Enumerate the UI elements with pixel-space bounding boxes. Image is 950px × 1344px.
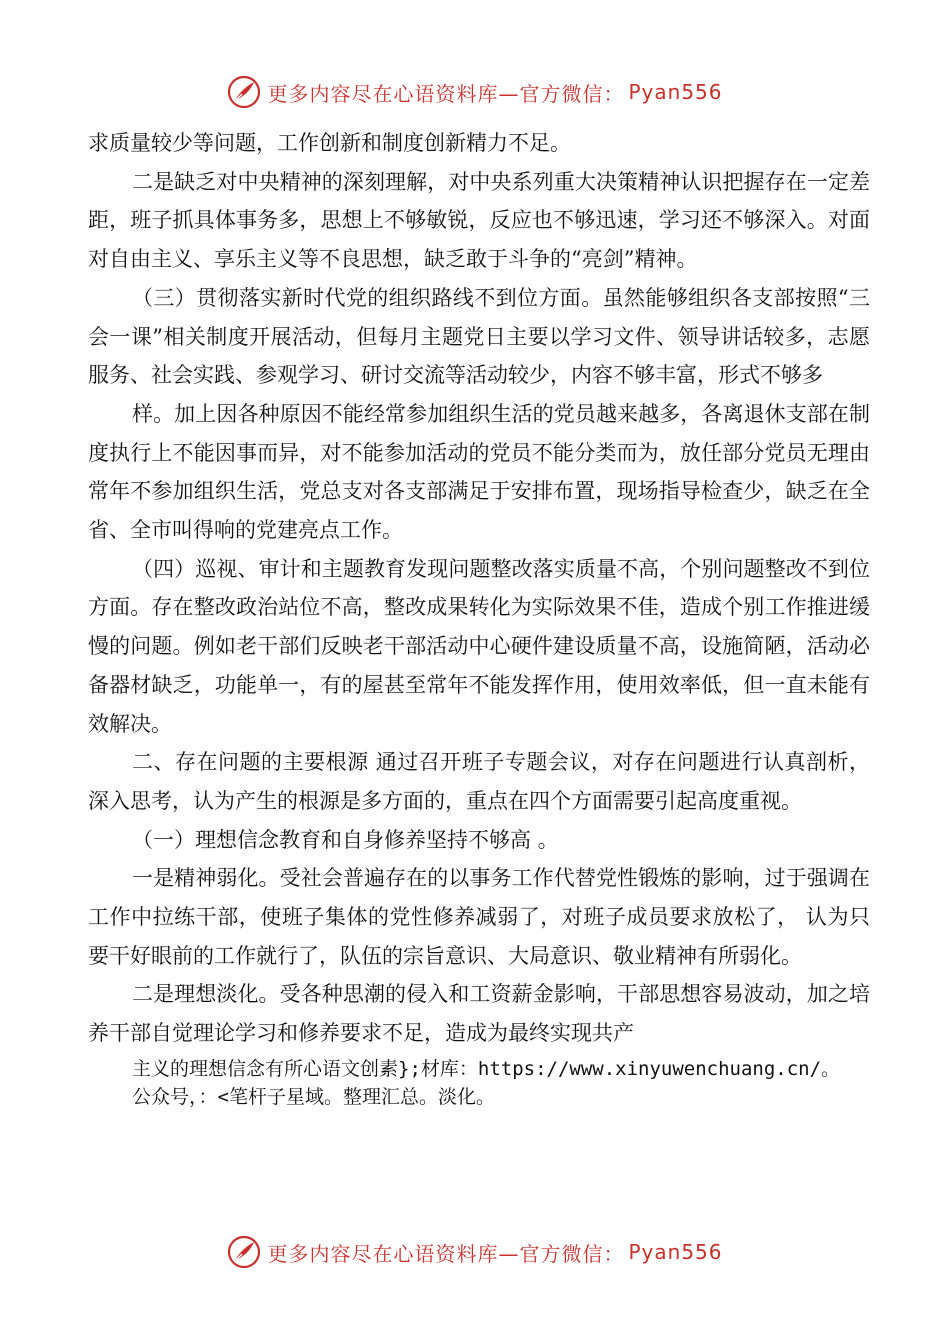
document-body (88, 124, 870, 1111)
source-note-line-2: 公众号，：<笔杆子星域。整理汇总。淡化。 (132, 1085, 495, 1108)
wechat-id: Pyan556 (628, 1240, 723, 1264)
paragraph: 一是精神弱化。受社会普遍存在的以事务工作代替党性锻炼的影响，过于强调在工作中拉练干部，使班子集体的党性修养减弱了，对班子成员要求放松了， 认为只要干好眼前的工作就行了，队伍的宗旨意识、大局意识、敬业精神有所弱化。 (88, 866, 870, 968)
source-note (88, 1055, 870, 1111)
header-banner (0, 72, 950, 112)
paragraph: 二是缺乏对中央精神的深刻理解，对中央系列重大决策精神认识把握存在一定差距，班子抓具体事务多，思想上不够敏锐，反应也不够迅速，学习还不够深入。对面对自由主义、享乐主义等不良思想，缺乏敢于斗争的“亮剑”精神。 (88, 169, 870, 272)
paragraph: （四）巡视、审计和主题教育发现问题整改落实质量不高，个别问题整改不到位方面。存在整改政治站位不高，整改成果转化为实际效果不佳，造成个别工作推进缓慢的问题。例如老干部们反映老干部活动中心硬件建设质量不高，设施简陋，活动必备器材缺乏，功能单一，有的屋甚至常年不能发挥作用，使用效率低，但一直未能有效解决。 (88, 556, 870, 736)
subsection-heading: （一）理想信念教育和自身修养坚持不够高 。 (132, 827, 559, 852)
paragraph: （三）贯彻落实新时代党的组织路线不到位方面。虽然能够组织各支部按照“三会一课”相关制度开展活动，但每月主题党日主要以学习文件、领导讲话较多，志愿服务、社会实践、参观学习、研讨交流等活动较少，内容不够丰富，形式不够多 (88, 285, 870, 388)
paragraph: 求质量较少等问题，工作创新和制度创新精力不足。 (88, 131, 571, 155)
footer-banner (0, 1232, 950, 1272)
paragraph: 样。加上因各种原因不能经常参加组织生活的党员越来越多，各离退休支部在制度执行上不能因事而异，对不能参加活动的党员不能分类而为，放任部分党员无理由常年不参加组织生活，党总支对各支部满足于安排布置，现场指导检查少，缺乏在全省、全市叫得响的党建亮点工作。 (88, 401, 870, 543)
banner-text: 更多内容尽在心语资料库—官方微信： (267, 81, 625, 106)
section-heading: 二、存在问题的主要根源 通过召开班子专题会议，对存在问题进行认真剖析，深入思考，认为产生的根源是多方面的，重点在四个方面需要引起高度重视。 (88, 750, 870, 813)
paragraph: 二是理想淡化。受各种思潮的侵入和工资薪金影响，干部思想容易波动，加之培养干部自觉理论学习和修养要求不足，造成为最终实现共产 (88, 982, 870, 1046)
quill-logo-icon (227, 1235, 261, 1269)
banner-text: 更多内容尽在心语资料库—官方微信： (267, 1241, 625, 1266)
source-note-line-1: 主义的理想信念有所心语文创素};材库：https://www.xinyuwenchuang.cn/。 (132, 1057, 841, 1080)
wechat-id: Pyan556 (628, 80, 723, 104)
quill-logo-icon (227, 75, 261, 109)
